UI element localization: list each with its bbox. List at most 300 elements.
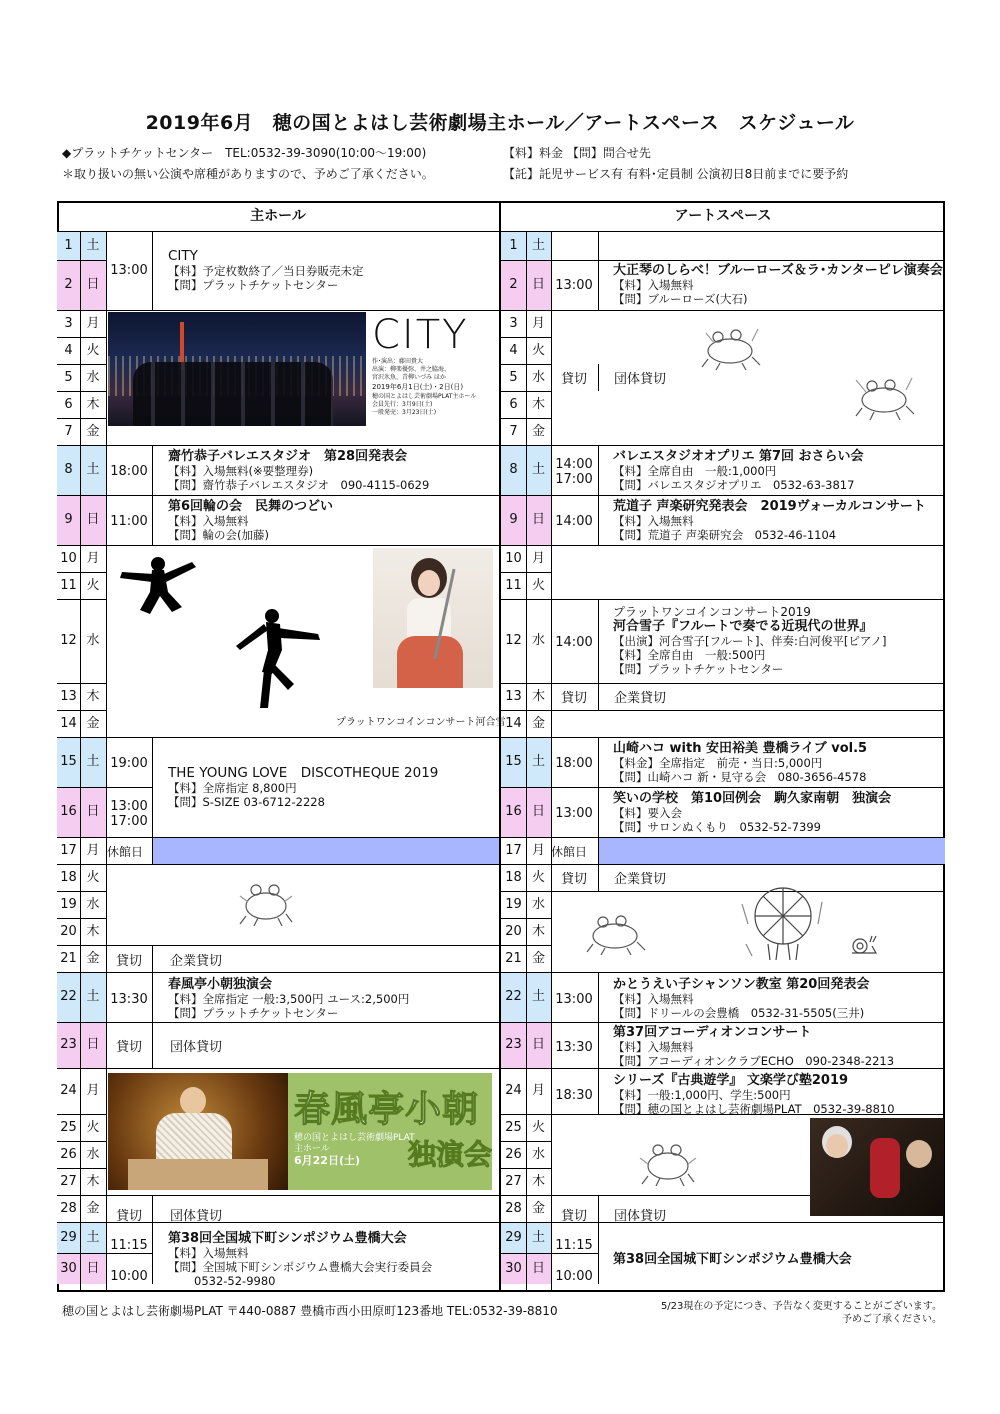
dancer-silhouette-2-icon — [232, 604, 327, 714]
event-fee: 【料】入場無料 — [613, 992, 694, 1006]
main-event-young-love — [168, 765, 438, 809]
art-weekday-cell: 金 — [526, 418, 551, 445]
venue-line-2: 主ホール — [294, 1144, 330, 1154]
footer-note-2: 予めご了承ください。 — [842, 1314, 942, 1325]
art-weekday-cell: 日 — [526, 787, 551, 837]
event-fee: 【料】入場無料 — [613, 514, 694, 528]
art-event-12 — [613, 605, 886, 676]
event-contact: 【問】齋竹恭子バレエスタジオ 090-4115-0629 — [168, 478, 430, 492]
photo-caption: プラットワンコインコンサート河合雪 — [336, 717, 506, 728]
art-day-cell: 7 — [501, 418, 526, 445]
main-weekday-cell: 金 — [80, 710, 106, 737]
main-block-line — [106, 864, 499, 865]
event-fee: 【料】全席指定 一般:3,500円 ユース:2,500円 — [168, 992, 410, 1006]
art-row-line — [501, 918, 551, 919]
art-day-cell: 20 — [501, 918, 526, 945]
event-title: CITY — [168, 248, 198, 264]
art-block-line — [551, 445, 945, 446]
art-event-23 — [613, 1025, 894, 1068]
event-series: プラットワンコインコンサート2019 — [613, 605, 811, 619]
event-title: 第37回アコーディオンコンサート — [613, 1025, 812, 1040]
sale-line-1: 会員先行：3月9日(土) — [372, 401, 433, 408]
art-block-line — [551, 787, 945, 788]
art-time-12: 14:00 — [555, 635, 593, 650]
main-weekday-cell: 土 — [80, 445, 106, 495]
art-weekday-cell: 火 — [526, 337, 551, 364]
main-day-cell: 25 — [57, 1114, 80, 1141]
art-day-cell: 21 — [501, 945, 526, 972]
art-block-line — [551, 864, 945, 865]
rakugo-poster — [108, 1073, 492, 1190]
art-time-divider — [598, 972, 599, 1114]
art-day-cell: 28 — [501, 1195, 526, 1222]
main-row-line — [57, 364, 106, 365]
main-row-line — [57, 572, 106, 573]
frog-doodle-5-icon — [636, 1136, 700, 1190]
art-block-line — [551, 837, 945, 838]
main-row-line — [57, 1114, 106, 1115]
notice-note: ＊取り扱いの無い公演や席種がありますので、予めご了承ください。 — [62, 167, 434, 181]
main-day-cell: 3 — [57, 310, 80, 337]
main-weekday-cell: 月 — [80, 837, 106, 864]
art-day-cell: 16 — [501, 787, 526, 837]
main-time-29: 11:15 — [110, 1238, 148, 1253]
rakugo-performer-photo — [108, 1073, 308, 1190]
art-row-line — [501, 683, 551, 684]
main-day-cell: 21 — [57, 945, 80, 972]
art-time-9: 14:00 — [555, 514, 593, 529]
art-row-line — [501, 495, 551, 496]
main-weekday-cell: 日 — [80, 787, 106, 837]
main-event-symposium — [168, 1231, 432, 1288]
main-weekday-cell: 木 — [80, 683, 106, 710]
main-weekday-cell: 金 — [80, 418, 106, 445]
art-weekday-cell: 日 — [526, 495, 551, 545]
art-time-divider — [598, 599, 599, 710]
date-line: 2019年6月1日(土)・2日(日) — [372, 383, 464, 391]
art-weekday-cell: 月 — [526, 837, 551, 864]
main-weekday-cell: 火 — [80, 864, 106, 891]
art-block-line — [551, 260, 945, 261]
event-contact: 【問】ブルーローズ(大石) — [613, 292, 748, 306]
event-title: 大正琴のしらべ！ブルーローズ＆ラ･カンターピレ演奏会 — [613, 263, 943, 278]
art-day-cell: 22 — [501, 972, 526, 1022]
main-closed-label: 休館日 — [107, 845, 144, 859]
main-row-line — [57, 945, 106, 946]
art-time-30: 10:00 — [555, 1269, 593, 1284]
frog-doodle-4-icon — [583, 908, 647, 956]
main-day-cell: 18 — [57, 864, 80, 891]
main-row-line — [57, 337, 106, 338]
childcare-note: 【託】託児サービス有 有料･定員制 公演初日8日前までに要予約 — [503, 167, 849, 181]
art-kind-13: 貸切 — [560, 691, 587, 706]
main-day-cell: 6 — [57, 391, 80, 418]
art-day-cell: 14 — [501, 710, 526, 737]
main-block-line — [106, 545, 499, 546]
main-time-16a: 13:00 — [110, 799, 148, 814]
art-weekday-cell: 火 — [526, 1114, 551, 1141]
art-event-9 — [613, 499, 926, 542]
main-weekday-cell: 水 — [80, 599, 106, 683]
main-desc-23: 団体貸切 — [170, 1040, 223, 1055]
art-weekday-cell: 土 — [526, 445, 551, 495]
event-fee: 【料】入場無料 — [613, 1040, 694, 1054]
main-row-line — [57, 1022, 106, 1023]
city-logo: CITY — [372, 312, 469, 358]
event-title: 第38回全国城下町シンポジウム豊橋大会 — [613, 1252, 852, 1267]
main-weekday-cell: 日 — [80, 1022, 106, 1068]
main-time-1: 13:00 — [110, 263, 148, 278]
main-day-cell: 5 — [57, 364, 80, 391]
event-contact: 【問】アコーディオンクラブECHO 090-2348-2213 — [613, 1054, 895, 1068]
art-row-line — [501, 945, 551, 946]
art-row-line — [501, 787, 551, 788]
main-kind-23: 貸切 — [115, 1040, 142, 1055]
event-title: 笑いの学校 第10回例会 駒久家南朝 独演会 — [613, 791, 892, 806]
umbrella-doodle-icon — [738, 884, 828, 964]
credits-line: 作･演出：藤田貴大 — [372, 358, 424, 365]
page-title: 2019年6月 穂の国とよはし芸術劇場主ホール／アートスペース スケジュール — [145, 112, 855, 134]
art-row-line — [501, 972, 551, 973]
art-block-line — [551, 710, 945, 711]
main-event-city — [168, 248, 364, 292]
main-time-split-16 — [106, 787, 152, 788]
main-row-line — [57, 260, 106, 261]
art-row-line — [501, 572, 551, 573]
main-weekday-cell: 土 — [80, 232, 106, 260]
flutist-photo — [373, 548, 493, 688]
main-block-line — [106, 1195, 499, 1196]
rakugo-subtitle: 独演会 — [408, 1138, 492, 1171]
event-contact: 【問】バレエスタジオプリエ 0532-63-3817 — [613, 478, 855, 492]
art-day-cell: 30 — [501, 1253, 526, 1284]
main-row-line — [57, 1141, 106, 1142]
dancer-silhouette-icon — [112, 552, 202, 627]
art-weekday-cell: 水 — [526, 364, 551, 391]
main-weekday-cell: 火 — [80, 337, 106, 364]
art-row-line — [501, 545, 551, 546]
main-day-cell: 7 — [57, 418, 80, 445]
art-weekday-cell: 火 — [526, 572, 551, 599]
main-row-line — [57, 710, 106, 711]
city-poster — [108, 312, 492, 426]
main-weekday-cell: 水 — [80, 364, 106, 391]
art-weekday-cell: 木 — [526, 1168, 551, 1195]
main-weekday-cell: 木 — [80, 918, 106, 945]
art-time-8a: 14:00 — [555, 457, 593, 472]
main-weekday-cell: 水 — [80, 1141, 106, 1168]
art-closed-band — [598, 837, 945, 864]
art-time-divider — [598, 364, 599, 391]
event-performer: 【出演】河合雪子[フルート]、伴奏:白河俊平[ピアノ] — [613, 634, 887, 648]
art-day-cell: 3 — [501, 310, 526, 337]
main-time-split — [106, 1253, 152, 1254]
art-kind-18: 貸切 — [560, 872, 587, 887]
event-contact: 【問】全国城下町シンポジウム豊橋大会実行委員会 — [168, 1260, 433, 1274]
main-weekday-cell: 土 — [80, 972, 106, 1022]
main-weekday-cell: 月 — [80, 1068, 106, 1114]
main-time-divider — [152, 945, 153, 1068]
art-block-line — [551, 310, 945, 311]
art-weekday-cell: 金 — [526, 710, 551, 737]
main-row-line — [57, 1253, 106, 1254]
main-day-cell: 29 — [57, 1222, 80, 1253]
art-day-cell: 15 — [501, 737, 526, 787]
main-event-8 — [168, 449, 429, 492]
event-fee: 【料】入場無料 — [613, 278, 694, 292]
art-row-line — [501, 1114, 551, 1115]
footer-note-1: 5/23現在の予定につき、予告なく変更することがございます。 — [660, 1301, 942, 1312]
main-row-line — [57, 599, 106, 600]
main-day-cell: 22 — [57, 972, 80, 1022]
art-space-header: アートスペース — [674, 208, 772, 224]
main-day-cell: 30 — [57, 1253, 80, 1284]
event-title: 第6回輪の会 民舞のつどい — [168, 499, 334, 514]
event-fee: 【料】全席自由 一般:1,000円 — [613, 464, 777, 478]
art-weekday-cell: 金 — [526, 945, 551, 972]
event-fee: 【料金】全席指定 前売・当日:5,000円 — [613, 756, 823, 770]
art-day-cell: 5 — [501, 364, 526, 391]
main-row-line — [57, 1168, 106, 1169]
rakugo-title: 春風亭小朝 — [294, 1089, 480, 1130]
main-block-line — [106, 945, 499, 946]
main-row-line — [57, 310, 106, 311]
event-title: シリーズ『古典遊学』 文楽学び塾2019 — [613, 1073, 849, 1088]
main-row-line — [57, 391, 106, 392]
art-weekday-cell: 月 — [526, 310, 551, 337]
main-time-30: 10:00 — [110, 1269, 148, 1284]
art-desc-5: 団体貸切 — [614, 372, 667, 387]
art-weekday-cell: 火 — [526, 864, 551, 891]
city-credits — [372, 358, 476, 417]
event-contact: 【問】プラットチケットセンター — [168, 278, 339, 292]
main-time-9: 11:00 — [110, 514, 148, 529]
event-fee: 【料】要入会 — [613, 806, 682, 820]
main-row-line — [57, 445, 106, 446]
main-event-9 — [168, 499, 333, 542]
art-event-15 — [613, 741, 867, 784]
rakugo-venue — [294, 1133, 415, 1166]
art-event-16 — [613, 791, 891, 834]
art-weekday-cell: 水 — [526, 891, 551, 918]
art-time-22: 13:00 — [555, 992, 593, 1007]
main-time-8: 18:00 — [110, 464, 148, 479]
art-day-cell: 11 — [501, 572, 526, 599]
art-kind-28: 貸切 — [560, 1209, 587, 1224]
art-day-cell: 18 — [501, 864, 526, 891]
event-fee: 【料】全席指定 8,800円 — [168, 781, 297, 795]
frog-doodle-2-icon — [852, 374, 916, 422]
main-block-line — [106, 1022, 499, 1023]
art-weekday-cell: 木 — [526, 918, 551, 945]
main-row-line — [57, 418, 106, 419]
art-day-cell: 23 — [501, 1022, 526, 1068]
main-block-line — [106, 1068, 499, 1069]
main-hall-header: 主ホール — [250, 208, 306, 224]
art-weekday-cell: 日 — [526, 1022, 551, 1068]
bunraku-photo — [810, 1118, 944, 1216]
event-fee: 【料】全席自由 一般:500円 — [613, 648, 766, 662]
main-day-cell: 8 — [57, 445, 80, 495]
art-time-divider — [598, 232, 599, 310]
city-night-photo — [108, 312, 366, 426]
main-time-divider — [152, 737, 153, 864]
main-weekday-cell: 月 — [80, 310, 106, 337]
ticket-center-note: ◆プラットチケットセンター TEL:0532-39-3090(10:00～19:00) — [62, 146, 427, 160]
legend-note: 【料】料金 【問】問合せ先 — [503, 146, 651, 160]
art-row-line — [501, 837, 551, 838]
event-fee: 【料】入場無料 — [168, 1246, 249, 1260]
main-day-cell: 4 — [57, 337, 80, 364]
snail-doodle-icon — [848, 934, 880, 956]
main-time-divider — [152, 445, 153, 545]
event-contact: 【問】S-SIZE 03-6712-2228 — [168, 795, 325, 809]
art-day-cell: 4 — [501, 337, 526, 364]
main-weekday-cell: 水 — [80, 891, 106, 918]
art-block-line — [551, 1222, 945, 1223]
main-day-cell: 24 — [57, 1068, 80, 1114]
main-day-cell: 2 — [57, 260, 80, 310]
art-weekday-cell: 木 — [526, 391, 551, 418]
event-title: 春風亭小朝独演会 — [168, 977, 273, 992]
art-kind-5: 貸切 — [560, 372, 587, 387]
main-row-line — [57, 918, 106, 919]
art-time-23: 13:30 — [555, 1040, 593, 1055]
main-weekday-cell: 金 — [80, 945, 106, 972]
art-event-22 — [613, 977, 869, 1020]
main-day-cell: 23 — [57, 1022, 80, 1068]
venue-line: 穂の国とよはし芸術劇場PLAT主ホール — [372, 393, 477, 400]
frog-doodle-icon — [700, 323, 764, 371]
main-weekday-cell: 木 — [80, 391, 106, 418]
art-weekday-cell: 月 — [526, 1068, 551, 1114]
art-time-split — [551, 1253, 598, 1254]
art-row-line — [501, 710, 551, 711]
art-row-line — [501, 1068, 551, 1069]
main-day-cell: 12 — [57, 599, 80, 683]
main-row-line — [57, 737, 106, 738]
event-title: THE YOUNG LOVE DISCOTHEQUE 2019 — [168, 765, 439, 781]
art-row-line — [501, 391, 551, 392]
art-row-line — [501, 1141, 551, 1142]
main-weekday-cell: 日 — [80, 1253, 106, 1284]
art-day-cell: 13 — [501, 683, 526, 710]
main-day-cell: 10 — [57, 545, 80, 572]
art-row-line — [501, 1022, 551, 1023]
frog-doodle-3-icon — [234, 876, 298, 930]
art-day-cell: 25 — [501, 1114, 526, 1141]
art-time-15: 18:00 — [555, 756, 593, 771]
art-row-line — [501, 599, 551, 600]
art-row-line — [501, 364, 551, 365]
main-day-cell: 14 — [57, 710, 80, 737]
main-day-cell: 16 — [57, 787, 80, 837]
main-weekday-cell: 土 — [80, 737, 106, 787]
event-contact: 【問】穂の国とよはし芸術劇場PLAT 0532-39-8810 — [613, 1102, 895, 1116]
event-title: 齋竹恭子バレエスタジオ 第28回発表会 — [168, 449, 408, 464]
cast-line-2: 宮沢氷魚、青柳いづみ ほか — [372, 374, 446, 381]
art-weekday-cell: 水 — [526, 599, 551, 683]
art-time-divider — [598, 445, 599, 545]
main-row-line — [57, 972, 106, 973]
art-block-line — [551, 683, 945, 684]
main-weekday-cell: 金 — [80, 1195, 106, 1222]
art-weekday-cell: 土 — [526, 737, 551, 787]
art-row-line — [501, 1253, 551, 1254]
art-weekday-cell: 土 — [526, 232, 551, 260]
art-row-line — [501, 737, 551, 738]
main-time-22: 13:30 — [110, 992, 148, 1007]
art-weekday-cell: 木 — [526, 683, 551, 710]
event-phone: 0532-52-9980 — [194, 1274, 276, 1288]
art-event-2 — [613, 263, 943, 306]
art-day-cell: 29 — [501, 1222, 526, 1253]
main-row-line — [57, 864, 106, 865]
event-contact: 【問】輪の会(加藤) — [168, 528, 269, 542]
main-weekday-cell: 火 — [80, 572, 106, 599]
main-desc-21: 企業貸切 — [170, 954, 223, 969]
art-row-line — [501, 864, 551, 865]
main-row-line — [57, 1222, 106, 1223]
art-weekday-cell: 日 — [526, 1253, 551, 1284]
art-time-29: 11:15 — [555, 1238, 593, 1253]
main-row-line — [57, 837, 106, 838]
art-block-line — [551, 1022, 945, 1023]
art-block-line — [551, 972, 945, 973]
main-block-line — [106, 837, 499, 838]
art-day-cell: 1 — [501, 232, 526, 260]
art-time-24: 18:30 — [555, 1088, 593, 1103]
art-desc-28: 団体貸切 — [614, 1209, 667, 1224]
art-row-line — [501, 1195, 551, 1196]
art-row-line — [501, 310, 551, 311]
art-day-cell: 12 — [501, 599, 526, 683]
art-weekday-cell: 日 — [526, 260, 551, 310]
event-fee: 【料】入場無料(※要整理券) — [168, 464, 314, 478]
art-row-line — [501, 337, 551, 338]
art-time-divider — [598, 737, 599, 891]
footer-address: 穂の国とよはし芸術劇場PLAT 〒440-0887 豊橋市西小田原町123番地 TEL:0532-39-8810 — [62, 1304, 558, 1318]
event-fee: 【料】予定枚数終了／当日券販売未定 — [168, 264, 364, 278]
art-day-cell: 17 — [501, 837, 526, 864]
art-day-cell: 8 — [501, 445, 526, 495]
art-time-divider — [598, 1195, 599, 1284]
art-closed-label: 休館日 — [551, 845, 588, 859]
art-weekday-cell: 金 — [526, 1195, 551, 1222]
main-kind-21: 貸切 — [115, 954, 142, 969]
event-title: 荒道子 声楽研究発表会 2019ヴォーカルコンサート — [613, 499, 926, 514]
event-contact: 【問】山崎ハコ 新・見守る会 080-3656-4578 — [613, 770, 867, 784]
cast-line: 出演：柳楽優弥、井之脇海、 — [372, 366, 451, 373]
main-row-line — [57, 1195, 106, 1196]
main-kind-28: 貸切 — [115, 1209, 142, 1224]
main-day-cell: 19 — [57, 891, 80, 918]
event-contact: 【問】プラットチケットセンター — [168, 1006, 339, 1020]
main-day-cell: 13 — [57, 683, 80, 710]
art-day-cell: 19 — [501, 891, 526, 918]
art-day-cell: 10 — [501, 545, 526, 572]
main-row-line — [57, 891, 106, 892]
event-fee: 【料】一般:1,000円、学生:500円 — [613, 1088, 791, 1102]
event-title: かとうえい子シャンソン教室 第20回発表会 — [613, 977, 870, 992]
main-desc-28: 団体貸切 — [170, 1209, 223, 1224]
event-contact: 【問】ドリールの会豊橋 0532-31-5505(三井) — [613, 1006, 865, 1020]
event-title: 河合雪子『フルートで奏でる近現代の世界』 — [613, 619, 873, 634]
art-day-cell: 27 — [501, 1168, 526, 1195]
main-time-divider — [152, 1195, 153, 1284]
art-time-2: 13:00 — [555, 278, 593, 293]
art-row-line — [501, 1168, 551, 1169]
